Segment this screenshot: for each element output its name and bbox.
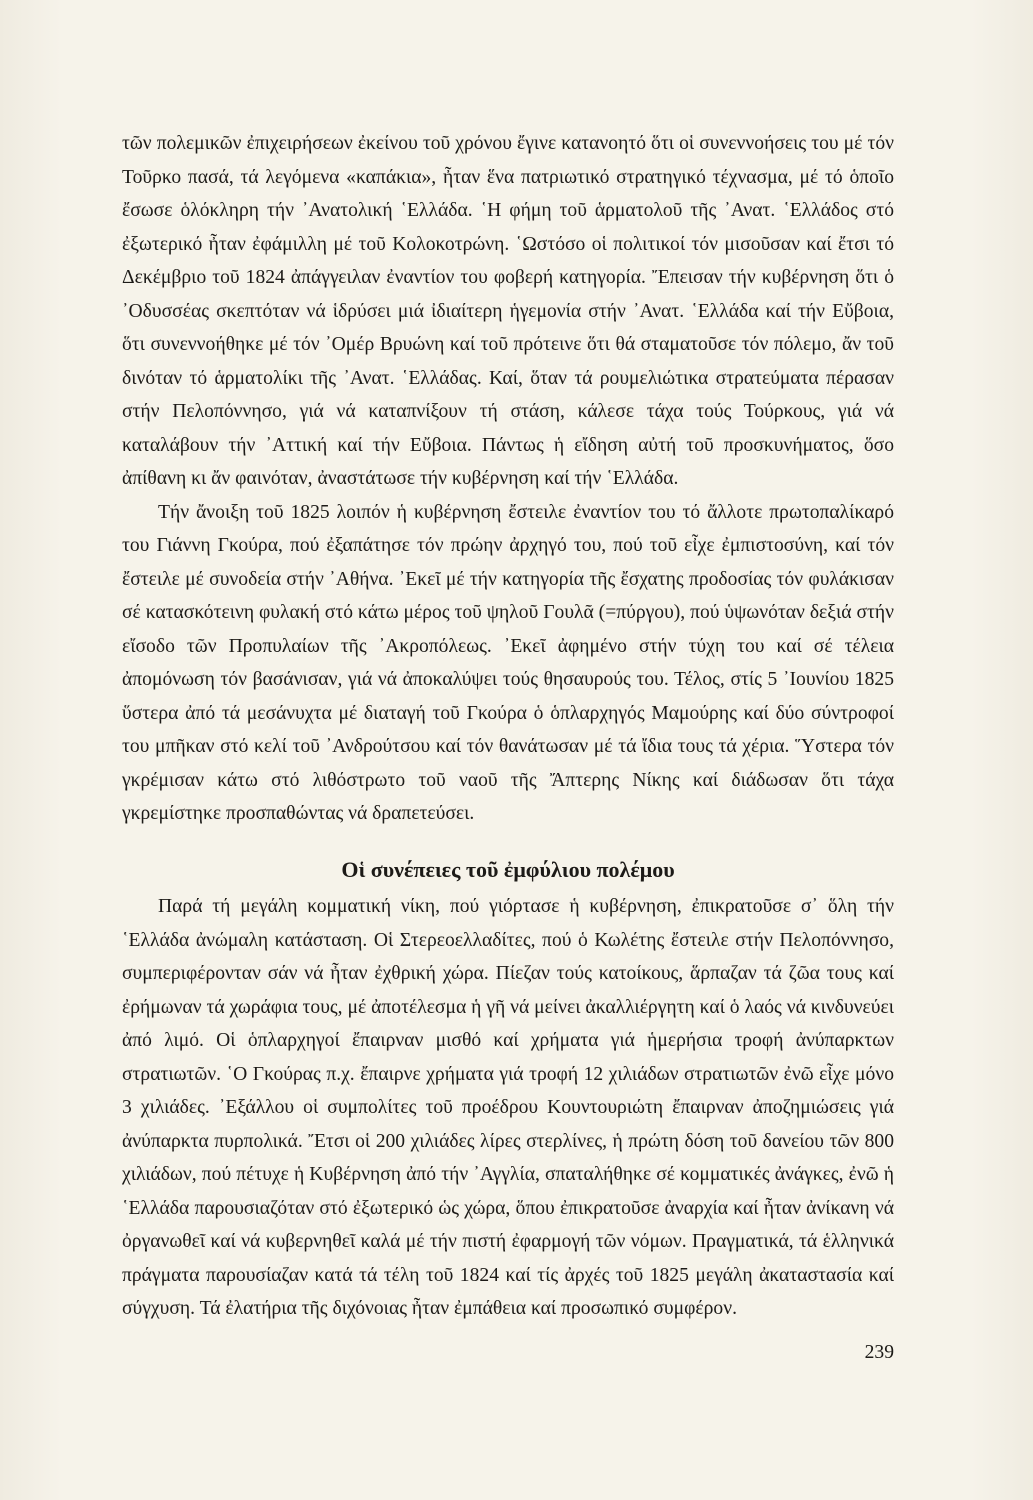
paragraph-3: Παρά τή μεγάλη κομματική νίκη, πού γιόρτασε ἡ κυβέρνηση, ἐπικρατοῦσε σ᾿ ὅλη τήν ῾Ελλάδα ἀνώμαλη κατάσταση. Οἱ Στερεοελλαδίτες, πού ὁ Κωλέτης ἔστειλε στήν Πελοπόννησο, συμπεριφέρονταν σάν νά ἦταν ἐχθρική χώρα. Πίεζαν τούς κατοίκους, ἅρπαζαν τά ζῶα τους καί ἐρήμωναν τά χωράφια τους, μέ ἀποτέλεσμα ἡ γῆ νά μείνει ἀκαλλιέργητη καί ὁ λαός νά κινδυνεύει ἀπό λιμό. Οἱ ὁπλαρχηγοί ἔπαιρναν μισθό καί χρήματα γιά ἡμερήσια τροφή ἀνύπαρκτων στρατιωτῶν. ῾Ο Γκούρας π.χ. ἔπαιρνε χρήματα γιά τροφή 12 χιλιάδων στρατιωτῶν ἐνῶ εἶχε μόνο 3 χιλιάδες. ᾿Εξάλλου οἱ συμπολίτες τοῦ προέδρου Κουντουριώτη ἔπαιρναν ἀποζημιώσεις γιά ἀνύπαρκτα πυρπολικά. Ἔτσι οἱ 200 χιλιάδες λίρες στερλίνες, ἡ πρώτη δόση τοῦ δανείου τῶν 800 χιλιάδων, πού πέτυχε ἡ Κυβέρνηση ἀπό τήν ᾿Αγγλία, σπαταλήθηκε σέ κομματικές ἀνάγκες, ἐνῶ ἡ ῾Ελλάδα παρουσιαζόταν στό ἐξωτερικό ὡς χώρα, ὅπου ἐπικρατοῦσε ἀναρχία καί ἦταν ἀνίκανη νά ὀργανωθεῖ καί νά κυβερνηθεῖ καλά μέ τήν πιστή ἐφαρμογή τῶν νόμων. Πραγματικά, τά ἑλληνικά πράγματα παρουσίαζαν κατά τά τέλη τοῦ 1824 καί τίς ἀρχές τοῦ 1825 μεγάλη ἀκαταστασία καί σύγχυση. Τά ἐλατήρια τῆς διχόνοιας ἦταν ἐμπάθεια καί προσωπικό συμφέρον. (122, 896, 894, 1319)
paragraph-2: Τήν ἄνοιξη τοῦ 1825 λοιπόν ἡ κυβέρνηση ἔστειλε ἐναντίον του τό ἄλλοτε πρωτοπαλίκαρό του Γιάννη Γκούρα, πού ἐξαπάτησε τόν πρώην ἀρχηγό του, πού τοῦ εἶχε ἐμπιστοσύνη, καί τόν ἔστειλε μέ συνοδεία στήν ᾿Αθήνα. ᾿Εκεῖ μέ τήν κατηγορία τῆς ἔσχατης προδοσίας τόν φυλάκισαν σέ κατασκότεινη φυλακή στό κάτω μέρος τοῦ ψηλοῦ Γουλᾶ (=πύργου), πού ὑψωνόταν δεξιά στήν εἴσοδο τῶν Προπυλαίων τῆς ᾿Ακροπόλεως. ᾿Εκεῖ ἀφημένο στήν τύχη του καί σέ τέλεια ἀπομόνωση τόν βασάνισαν, γιά νά ἀποκαλύψει τούς θησαυρούς του. Τέλος, στίς 5 ᾿Ιουνίου 1825 ὕστερα ἀπό τά μεσάνυχτα μέ διαταγή τοῦ Γκούρα ὁ ὁπλαρχηγός Μαμούρης καί δύο σύντροφοί του μπῆκαν στό κελί τοῦ ᾿Ανδρούτσου καί τόν θανάτωσαν μέ τά ἴδια τους τά χέρια. Ὕστερα τόν γκρέμισαν κάτω στό λιθόστρωτο τοῦ ναοῦ τῆς Ἄπτερης Νίκης καί διάδωσαν ὅτι τάχα γκρεμίστηκε προσπαθώντας νά δραπετεύσει. (122, 501, 894, 824)
section-heading: Οἱ συνέπειες τοῦ ἐμφύλιου πολέμου (341, 857, 675, 882)
main-text-top (122, 127, 894, 831)
paragraph-1: τῶν πολεμικῶν ἐπιχειρήσεων ἐκείνου τοῦ χρόνου ἔγινε κατανοητό ὅτι οἱ συνεννοήσεις του μέ τόν Τοῦρκο πασά, τά λεγόμενα «καπάκια», ἦταν ἕνα πατριωτικό στρατηγικό τέχνασμα, μέ τό ὁποῖο ἔσωσε ὁλόκληρη τήν ᾿Ανατολική ῾Ελλάδα. ῾Η φήμη τοῦ ἁρματολοῦ τῆς ᾿Ανατ. ῾Ελλάδος στό ἐξωτερικό ἦταν ἐφάμιλλη μέ τοῦ Κολοκοτρώνη. ῾Ωστόσο οἱ πολιτικοί τόν μισοῦσαν καί ἔτσι τό Δεκέμβριο τοῦ 1824 ἀπάγγειλαν ἐναντίον του φοβερή κατηγορία. Ἔπεισαν τήν κυβέρνηση ὅτι ὁ ᾿Οδυσσέας σκεπτόταν νά ἱδρύσει μιά ἰδιαίτερη ἡγεμονία στήν ᾿Ανατ. ῾Ελλάδα καί τήν Εὔβοια, ὅτι συνεννοήθηκε μέ τόν ᾿Ομέρ Βρυώνη καί τοῦ πρότεινε ὅτι θά σταματοῦσε τόν πόλεμο, ἄν τοῦ δινόταν τό ἁρματολίκι τῆς ᾿Ανατ. ῾Ελλάδας. Καί, ὅταν τά ρουμελιώτικα στρατεύματα πέρασαν στήν Πελοπόννησο, γιά νά καταπνίξουν τή στάση, κάλεσε τάχα τούς Τούρκους, γιά νά καταλάβουν τήν ᾿Αττική καί τήν Εὔβοια. Πάντως ἡ εἴδηση αὐτή τοῦ προσκυνήματος, ὅσο ἀπίθανη κι ἄν φαινόταν, ἀναστάτωσε τήν κυβέρνηση καί τήν ῾Ελλάδα. (122, 133, 894, 489)
main-text-bottom (122, 890, 894, 1326)
page-number: 239 (864, 1342, 894, 1363)
